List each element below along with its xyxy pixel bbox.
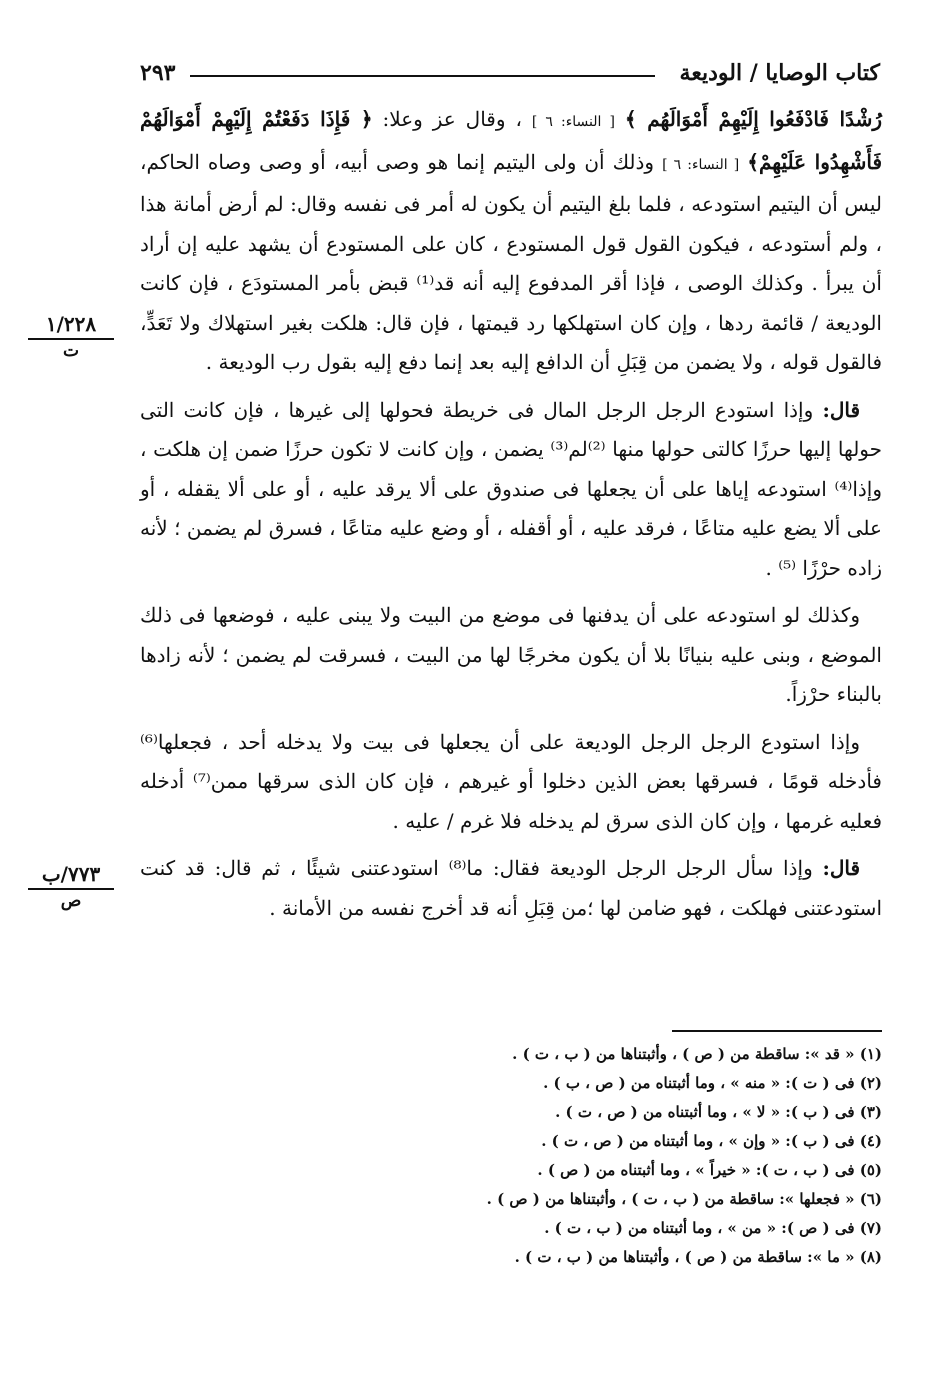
page-number: ٢٩٣	[140, 60, 176, 86]
page-header	[140, 58, 880, 94]
paragraph-5-text: وإذا سأل الرجل الرجل الوديعة فقال: ما⁽⁸⁾ استودعتنى شيئًا ، ثم قال: قد كنت استودعتنى فهلكت ، فهو ضامن لها ؛من قِبَلِ أنه قد أخرج نفسه من الأمانة .	[140, 856, 882, 920]
margin-note-2-siglum: ص	[60, 891, 82, 911]
paragraph-4-text: وإذا استودع الرجل الرجل الوديعة على أن يجعلها فى بيت ولا يدخله أحد ، فجعلها⁽⁶⁾ فأدخله قومًا ، فسرقها بعض الذين دخلوا أو غيرهم ، فإن كان الذى سرقها ممن⁽⁷⁾ أدخله فعليه غرمها ، وإن كان الذى سرق لم يدخله فلا غرم / عليه .	[140, 729, 882, 833]
quran-quote-1: رُشْدًا فَادْفَعُوا إِلَيْهِمْ أَمْوَالَهُم ﴾	[624, 107, 883, 131]
footnote-5: (٥) فى ( ب ، ت ): « خيراً » ، وما أثبتناه من ( ص ) .	[537, 1161, 882, 1179]
paragraph-2-lead: قال:	[822, 397, 861, 422]
paragraph-1-connector: ، وقال عز وعلا:	[382, 107, 522, 131]
paragraph-2-text: وإذا استودع الرجل الرجل المال فى خريطة فحولها إلى غيرها ، فإن كانت التى حولها إليها حرزًا كالتى حولها منها ⁽²⁾لم⁽³⁾ يضمن ، وإن كانت لا تكون حرزًا ضمن إن هلكت ، وإذا⁽⁴⁾ استودعه إياها على أن يجعلها فى صندوق على ألا يرقد عليه ، أو على ألا يقفله ، أو على ألا يضع عليه متاعًا ، فرقد عليه ، أو أقفله ، أو وضع عليه متاعًا ، فسرق لم يضمن ؛ لأنه زاده حرْزًا ⁽⁵⁾ .	[140, 397, 882, 580]
footnote-4: (٤) فى ( ب ): « وإن » ، وما أثبتناه من ( ص ، ت ) .	[541, 1132, 882, 1150]
paragraph-1	[140, 100, 882, 383]
footnote-3: (٣) فى ( ب ): « لا » ، وما أثبتناه من ( ص ، ت ) .	[555, 1103, 882, 1121]
quran-ref-2: [ النساء: ٦ ]	[662, 156, 740, 173]
paragraph-5	[140, 849, 882, 928]
quran-ref-1: [ النساء: ٦ ]	[531, 114, 615, 130]
footnote-7: (٧) فى ( ص ): « من » ، وما أثبتناه من ( ب ، ت ) .	[544, 1219, 882, 1237]
footnote-6: (٦) « فجعلها »: ساقطة من ( ب ، ت ) ، وأثبتناها من ( ص ) .	[486, 1190, 882, 1208]
margin-note-1-folio: ١/٢٢٨	[28, 312, 114, 340]
header-rule	[190, 75, 655, 77]
paragraph-3	[140, 596, 882, 715]
margin-note-2	[28, 862, 114, 911]
running-title: كتاب الوصايا / الوديعة	[679, 60, 880, 86]
margin-note-1-siglum: ت	[62, 341, 79, 361]
footnote-2: (٢) فى ( ت ): « منه » ، وما أثبتناه من ( ص ، ب ) .	[543, 1074, 882, 1092]
footnote-rule	[672, 1030, 882, 1032]
paragraph-2	[140, 391, 882, 589]
footnotes	[300, 1040, 882, 1272]
paragraph-4	[140, 723, 882, 842]
paragraph-3-text: وكذلك لو استودعه على أن يدفنها فى موضع من البيت ولا يبنى عليه ، فوضعها فى ذلك الموضع ، وبنى عليه بنيانًا بلا أن يكون مخرجًا لها من البيت ، فسرقت لم يضمن ؛ لأنه زادها بالبناء حرْزاً.	[140, 603, 882, 706]
paragraph-1-text: وذلك أن ولى اليتيم إنما هو وصى أبيه، أو وصى وصاه الحاكم، ليس أن اليتيم استودعه ، فلما بلغ اليتيم أن يكون له أمر فى نفسه وقال: لم أرض أمانة هذا ، ولم أستودعه ، فيكون القول قول المستودع ، كان على المستودع أن يشهد عليه إن أراد أن يبرأ . وكذلك الوصى ، فإذا أقر المدفوع إليه أنه قد⁽¹⁾ قبض بأمر المستودَع ، فإن كانت الوديعة / قائمة ردها ، وإن كان استهلكها رد قيمتها ، فإن قال: هلكت بغير استهلاك ولا تَعَدٍّ، فالقول قوله ، ولا يضمن من قِبَلِ أن الدافع إليه بعد إنما دفع إليه بقول رب الوديعة .	[140, 149, 882, 374]
margin-note-1	[28, 312, 114, 361]
paragraph-5-lead: قال:	[822, 856, 861, 880]
footnote-1: (١) « قد »: ساقطة من ( ص ) ، وأثبتناها من ( ب ، ت ) .	[512, 1045, 882, 1063]
margin-note-2-folio: ٧٧٣/ب	[28, 862, 114, 890]
footnote-8: (٨) « ما »: ساقطة من ( ص ) ، وأثبتناها من ( ب ، ت ) .	[514, 1248, 882, 1266]
main-text	[140, 100, 882, 936]
quran-quote-2: ﴿ فَإِذَا دَفَعْتُمْ إِلَيْهِمْ أَمْوَالَهُمْ فَأَشْهِدُوا عَلَيْهِمْ﴾	[140, 107, 883, 174]
